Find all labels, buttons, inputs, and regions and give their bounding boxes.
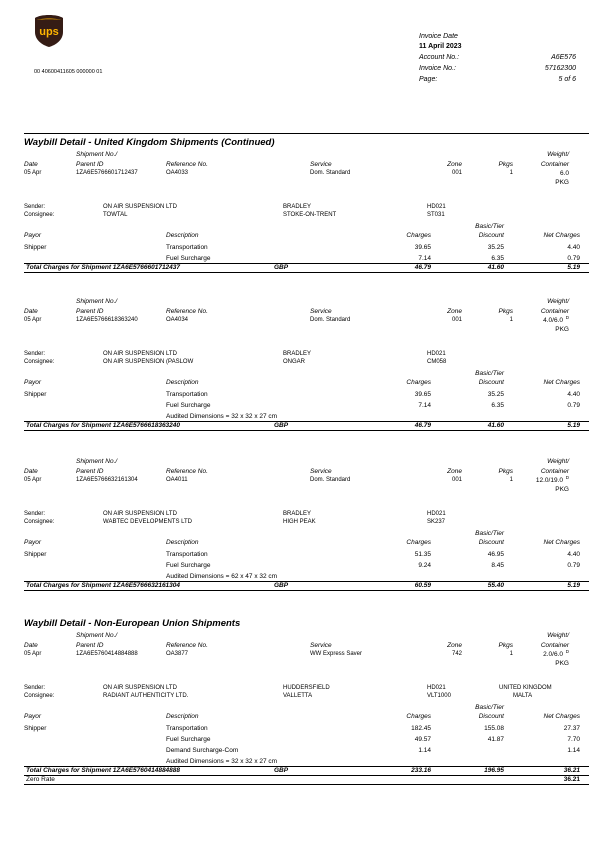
col-label: Payor bbox=[24, 713, 41, 720]
total-net: 5.19 bbox=[567, 422, 580, 429]
col-label: Discount bbox=[478, 539, 504, 546]
total-charges: 233.16 bbox=[411, 767, 431, 774]
shipment-total-label: Total Charges for Shipment 1ZA6E5766601712437 bbox=[26, 264, 181, 271]
ups-logo bbox=[34, 14, 64, 48]
col-label: Parent ID bbox=[76, 308, 104, 315]
col-label: Container bbox=[540, 642, 569, 649]
col-label: Container bbox=[540, 468, 569, 475]
discount-amount: 46.95 bbox=[487, 551, 504, 558]
header-field-label: Page: bbox=[419, 76, 438, 83]
net-amount: 4.40 bbox=[567, 551, 580, 558]
payor: Shipper bbox=[24, 391, 47, 398]
divider bbox=[24, 590, 589, 591]
col-label: Description bbox=[166, 379, 199, 386]
header-field-label: Account No.: bbox=[419, 54, 460, 61]
consignee-label: Consignee: bbox=[24, 519, 55, 525]
charge-amount: 9.24 bbox=[418, 562, 431, 569]
weight-dim-flag: D bbox=[565, 315, 569, 320]
col-label: Pkgs bbox=[498, 468, 513, 475]
charge-description: Demand Surcharge-Com bbox=[166, 747, 239, 754]
header-field-label: Invoice Date bbox=[419, 33, 458, 40]
divider bbox=[24, 272, 589, 273]
col-label: Shipment No./ bbox=[76, 298, 118, 305]
col-label: Charges bbox=[406, 232, 431, 239]
payor: Shipper bbox=[24, 244, 47, 251]
sender-name: ON AIR SUSPENSION LTD bbox=[103, 511, 177, 517]
logo-text: ups bbox=[39, 26, 59, 38]
net-amount: 27.37 bbox=[563, 725, 580, 732]
consignee-name: WABTEC DEVELOPMENTS LTD bbox=[103, 519, 193, 525]
consignee-label: Consignee: bbox=[24, 693, 55, 699]
shipment-container: PKG bbox=[555, 660, 569, 667]
charge-amount: 49.57 bbox=[414, 736, 431, 743]
col-label: Net Charges bbox=[543, 232, 580, 239]
discount-amount: 155.08 bbox=[484, 725, 504, 732]
consignee-postcode: ST031 bbox=[427, 212, 445, 218]
col-label: Zone bbox=[447, 642, 462, 649]
shipment-pkgs: 1 bbox=[509, 170, 513, 176]
total-discount: 41.60 bbox=[487, 422, 504, 429]
sender-name: ON AIR SUSPENSION LTD bbox=[103, 351, 177, 357]
charge-description: Audited Dimensions = 32 x 32 x 27 cm bbox=[166, 413, 278, 420]
shipment-pkgs: 1 bbox=[509, 317, 513, 323]
col-label: Weight/ bbox=[547, 298, 569, 305]
shipment-total-label: Total Charges for Shipment 1ZA6E5766632161304 bbox=[26, 582, 181, 589]
charge-description: Fuel Surcharge bbox=[166, 255, 211, 262]
weight-dim-flag: D bbox=[565, 475, 569, 480]
currency: GBP bbox=[274, 422, 289, 429]
col-label: Net Charges bbox=[543, 713, 580, 720]
col-label: Basic/Tier bbox=[475, 223, 504, 230]
shipment-weight: 6.0 bbox=[559, 170, 569, 177]
col-label: Charges bbox=[406, 379, 431, 386]
shipment-weight: 12.0/19.0 bbox=[535, 477, 563, 484]
charge-amount: 7.14 bbox=[418, 255, 431, 262]
payor: Shipper bbox=[24, 725, 47, 732]
col-label: Net Charges bbox=[543, 539, 580, 546]
currency: GBP bbox=[274, 582, 289, 589]
shipment-id: 1ZA6E5766601712437 bbox=[76, 170, 138, 176]
sender-name: ON AIR SUSPENSION LTD bbox=[103, 685, 177, 691]
col-label: Weight/ bbox=[547, 151, 569, 158]
col-label: Pkgs bbox=[498, 308, 513, 315]
col-label: Description bbox=[166, 539, 199, 546]
col-label: Discount bbox=[478, 232, 504, 239]
sender-label: Sender: bbox=[24, 511, 46, 517]
shipment-id: 1ZA6E5760414884888 bbox=[76, 651, 138, 657]
discount-amount: 41.87 bbox=[487, 736, 504, 743]
charge-amount: 51.35 bbox=[414, 551, 431, 558]
charge-amount: 39.65 bbox=[414, 391, 431, 398]
header-field-label: Invoice No.: bbox=[419, 65, 456, 72]
charge-description: Audited Dimensions = 62 x 47 x 32 cm bbox=[166, 573, 278, 580]
sender-label: Sender: bbox=[24, 351, 46, 357]
col-label: Payor bbox=[24, 232, 41, 239]
col-label: Reference No. bbox=[166, 468, 208, 475]
currency: GBP bbox=[274, 264, 289, 271]
charge-description: Fuel Surcharge bbox=[166, 562, 211, 569]
total-charges: 46.79 bbox=[414, 422, 431, 429]
consignee-name: TOWTAL bbox=[103, 212, 128, 218]
shipment-zone: 001 bbox=[451, 317, 462, 323]
consignee-name: RADIANT AUTHENTICITY LTD. bbox=[103, 693, 189, 699]
section-title: Waybill Detail - Non-European Union Shipments bbox=[24, 618, 241, 629]
sender-city: BRADLEY bbox=[283, 511, 312, 517]
shipment-weight: 2.0/6.0 bbox=[543, 651, 563, 658]
col-label: Zone bbox=[447, 468, 462, 475]
col-label: Service bbox=[310, 308, 332, 315]
col-label: Description bbox=[166, 713, 199, 720]
col-label: Container bbox=[540, 161, 569, 168]
sender-label: Sender: bbox=[24, 204, 46, 210]
col-label: Description bbox=[166, 232, 199, 239]
consignee-city: STOKE-ON-TRENT bbox=[283, 212, 337, 218]
zero-rate-label: Zero Rate bbox=[26, 776, 55, 783]
charge-amount: 182.45 bbox=[411, 725, 431, 732]
header-field-label: 11 April 2023 bbox=[419, 43, 462, 50]
shipment-service: WW Express Saver bbox=[310, 651, 363, 657]
divider bbox=[24, 775, 589, 776]
total-discount: 41.60 bbox=[487, 264, 504, 271]
barcode-number: 00 40600411605 000000 01 bbox=[34, 69, 103, 75]
charge-description: Fuel Surcharge bbox=[166, 402, 211, 409]
shipment-container: PKG bbox=[555, 179, 569, 186]
discount-amount: 8.45 bbox=[491, 562, 504, 569]
discount-amount: 35.25 bbox=[487, 391, 504, 398]
charge-description: Transportation bbox=[166, 725, 208, 732]
consignee-postcode: CM058 bbox=[427, 359, 447, 365]
col-label: Zone bbox=[447, 308, 462, 315]
shipment-pkgs: 1 bbox=[509, 651, 513, 657]
shipment-ref: OA4034 bbox=[166, 317, 189, 323]
shipment-date: 05 Apr bbox=[24, 317, 42, 323]
header-field-value: 57162300 bbox=[544, 65, 576, 72]
col-label: Zone bbox=[447, 161, 462, 168]
col-label: Parent ID bbox=[76, 161, 104, 168]
net-amount: 4.40 bbox=[567, 391, 580, 398]
consignee-postcode: SK237 bbox=[427, 519, 446, 525]
col-label: Shipment No./ bbox=[76, 151, 118, 158]
shipment-date: 05 Apr bbox=[24, 651, 42, 657]
col-label: Charges bbox=[406, 713, 431, 720]
col-label: Discount bbox=[478, 379, 504, 386]
shipment-total-label: Total Charges for Shipment 1ZA6E5766618363240 bbox=[26, 422, 181, 429]
col-label: Date bbox=[24, 308, 38, 315]
charge-amount: 7.14 bbox=[418, 402, 431, 409]
col-label: Net Charges bbox=[543, 379, 580, 386]
col-label: Date bbox=[24, 468, 38, 475]
col-label: Parent ID bbox=[76, 468, 104, 475]
shipment-zone: 742 bbox=[451, 651, 462, 657]
net-amount: 0.79 bbox=[567, 255, 580, 262]
total-net: 5.19 bbox=[567, 264, 580, 271]
shipment-date: 05 Apr bbox=[24, 477, 42, 483]
col-label: Date bbox=[24, 161, 38, 168]
net-amount: 7.70 bbox=[567, 736, 580, 743]
col-label: Date bbox=[24, 642, 38, 649]
shipment-ref: OA4011 bbox=[166, 477, 188, 483]
sender-city: HUDDERSFIELD bbox=[283, 685, 330, 691]
charge-description: Audited Dimensions = 32 x 32 x 27 cm bbox=[166, 758, 278, 765]
divider bbox=[24, 784, 589, 785]
header-field-value: A6E576 bbox=[551, 54, 576, 61]
col-label: Pkgs bbox=[498, 642, 513, 649]
sender-country: UNITED KINGDOM bbox=[499, 685, 552, 691]
col-label: Basic/Tier bbox=[475, 370, 504, 377]
sender-postcode: HD021 bbox=[427, 511, 446, 517]
col-label: Parent ID bbox=[76, 642, 104, 649]
charge-description: Transportation bbox=[166, 244, 208, 251]
col-label: Reference No. bbox=[166, 161, 208, 168]
consignee-label: Consignee: bbox=[24, 359, 55, 365]
discount-amount: 35.25 bbox=[487, 244, 504, 251]
payor: Shipper bbox=[24, 551, 47, 558]
divider bbox=[24, 133, 589, 134]
net-amount: 1.14 bbox=[567, 747, 580, 754]
shipment-service: Dom. Standard bbox=[310, 317, 351, 323]
charge-description: Transportation bbox=[166, 551, 208, 558]
col-label: Reference No. bbox=[166, 642, 208, 649]
consignee-city: ONGAR bbox=[283, 359, 306, 365]
sender-postcode: HD021 bbox=[427, 204, 446, 210]
charge-amount: 39.65 bbox=[414, 244, 431, 251]
consignee-name: ON AIR SUSPENSION (PASLOW bbox=[103, 359, 194, 365]
total-net: 5.19 bbox=[567, 582, 580, 589]
sender-city: BRADLEY bbox=[283, 351, 312, 357]
net-amount: 0.79 bbox=[567, 402, 580, 409]
currency: GBP bbox=[274, 767, 289, 774]
col-label: Weight/ bbox=[547, 632, 569, 639]
col-label: Service bbox=[310, 468, 332, 475]
col-label: Shipment No./ bbox=[76, 458, 118, 465]
consignee-city: VALLETTA bbox=[283, 693, 313, 699]
discount-amount: 6.35 bbox=[491, 402, 504, 409]
col-label: Payor bbox=[24, 379, 41, 386]
charge-description: Fuel Surcharge bbox=[166, 736, 211, 743]
shipment-id: 1ZA6E5766618363240 bbox=[76, 317, 138, 323]
col-label: Basic/Tier bbox=[475, 704, 504, 711]
shipment-zone: 001 bbox=[451, 170, 462, 176]
col-label: Discount bbox=[478, 713, 504, 720]
total-charges: 60.59 bbox=[414, 582, 431, 589]
col-label: Basic/Tier bbox=[475, 530, 504, 537]
col-label: Service bbox=[310, 161, 332, 168]
shipment-weight: 4.0/6.0 bbox=[543, 317, 563, 324]
consignee-country: MALTA bbox=[513, 693, 533, 699]
discount-amount: 6.35 bbox=[491, 255, 504, 262]
sender-city: BRADLEY bbox=[283, 204, 312, 210]
shipment-container: PKG bbox=[555, 326, 569, 333]
sender-postcode: HD021 bbox=[427, 351, 446, 357]
zero-rate-value: 36.21 bbox=[563, 776, 580, 783]
shipment-ref: OA4033 bbox=[166, 170, 189, 176]
total-discount: 55.40 bbox=[487, 582, 504, 589]
consignee-city: HIGH PEAK bbox=[283, 519, 316, 525]
net-amount: 4.40 bbox=[567, 244, 580, 251]
col-label: Pkgs bbox=[498, 161, 513, 168]
col-label: Weight/ bbox=[547, 458, 569, 465]
col-label: Reference No. bbox=[166, 308, 208, 315]
total-charges: 46.79 bbox=[414, 264, 431, 271]
shipment-total-label: Total Charges for Shipment 1ZA6E5760414884888 bbox=[26, 767, 181, 774]
charge-description: Transportation bbox=[166, 391, 208, 398]
charge-amount: 1.14 bbox=[418, 747, 431, 754]
shipment-service: Dom. Standard bbox=[310, 170, 351, 176]
section-title: Waybill Detail - United Kingdom Shipments (Continued) bbox=[24, 137, 275, 148]
total-discount: 196.95 bbox=[484, 767, 504, 774]
shipment-zone: 001 bbox=[451, 477, 462, 483]
shipment-id: 1ZA6E5766632161304 bbox=[76, 477, 138, 483]
shipment-pkgs: 1 bbox=[509, 477, 513, 483]
divider bbox=[24, 430, 589, 431]
sender-postcode: HD021 bbox=[427, 685, 446, 691]
col-label: Shipment No./ bbox=[76, 632, 118, 639]
shipment-service: Dom. Standard bbox=[310, 477, 351, 483]
sender-name: ON AIR SUSPENSION LTD bbox=[103, 204, 177, 210]
col-label: Charges bbox=[406, 539, 431, 546]
consignee-label: Consignee: bbox=[24, 212, 55, 218]
shipment-date: 05 Apr bbox=[24, 170, 42, 176]
net-amount: 0.79 bbox=[567, 562, 580, 569]
total-net: 36.21 bbox=[563, 767, 580, 774]
col-label: Service bbox=[310, 642, 332, 649]
shipment-container: PKG bbox=[555, 486, 569, 493]
shipment-ref: OA3877 bbox=[166, 651, 189, 657]
header-field-value: 5 of 6 bbox=[558, 76, 576, 83]
col-label: Container bbox=[540, 308, 569, 315]
consignee-postcode: VLT1000 bbox=[427, 693, 451, 699]
col-label: Payor bbox=[24, 539, 41, 546]
weight-dim-flag: D bbox=[565, 649, 569, 654]
sender-label: Sender: bbox=[24, 685, 46, 691]
